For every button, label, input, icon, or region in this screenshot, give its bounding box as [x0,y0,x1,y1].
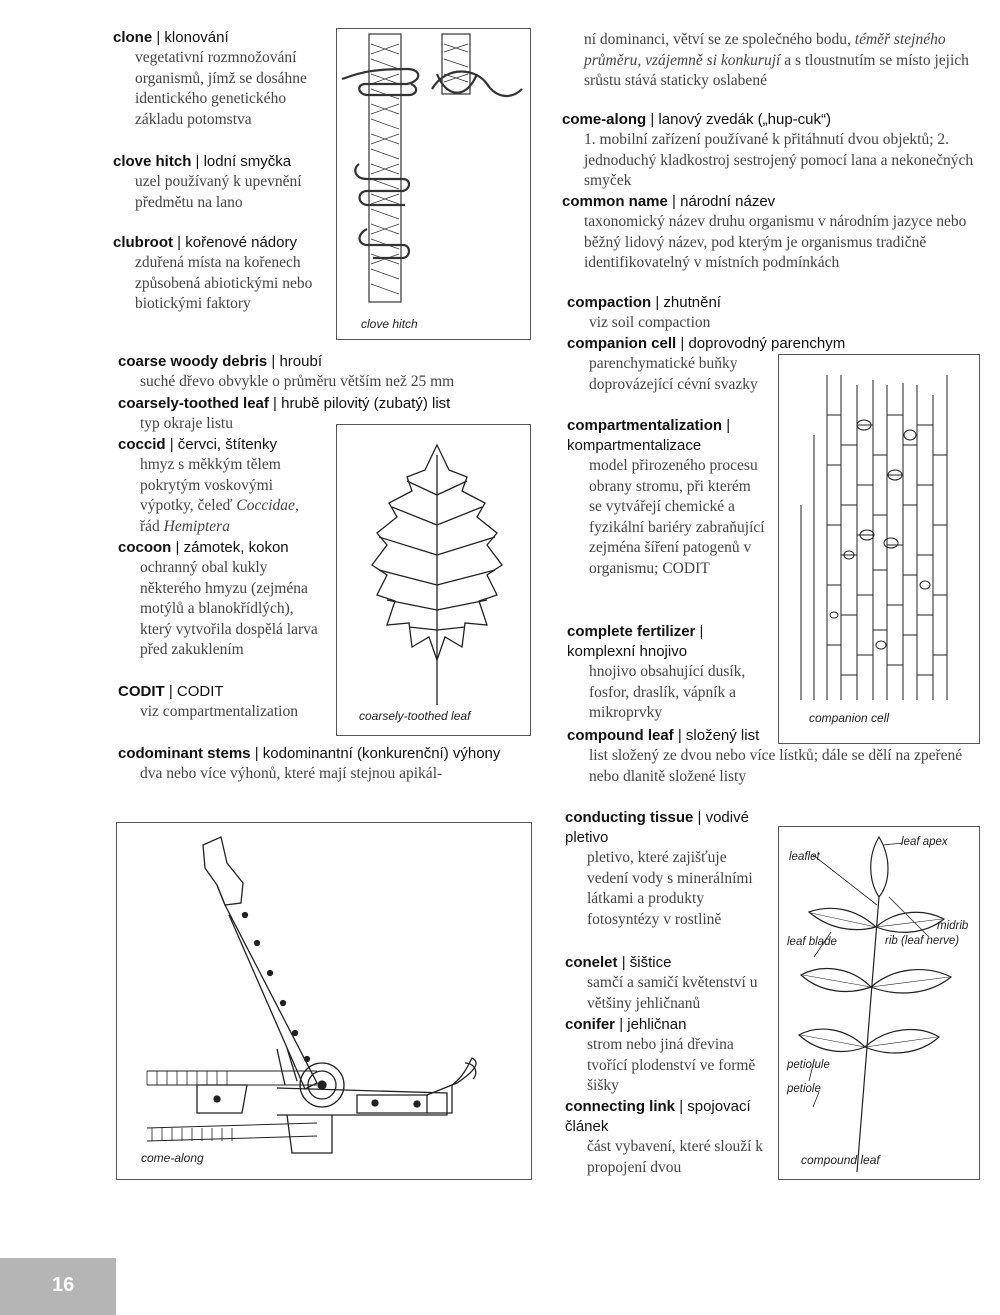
entry-definition: hmyz s měkkým tělem pokrytým voskovými výpotky, čeleď Coccidae, řád Hemiptera [140,456,299,535]
entry-definition: vegetativní rozmnožování organismů, jímž se dosáhne identického genetického základu potomstva [135,49,307,128]
entry-translation: | klonování [156,29,229,46]
label-leaf-blade: leaf blade [787,936,837,948]
entry-coarse-woody-debris [118,352,538,393]
entry-conifer [565,1015,767,1097]
label-petiolule: petiolule [787,1059,830,1071]
entry-definition: viz compartmentalization [140,703,298,720]
entry-translation: | jehličnan [619,1016,687,1033]
entry-compartmentalization [567,416,767,579]
label-rib: rib (leaf nerve) [885,935,960,947]
entry-definition: ní dominanci, větví se ze společného bodu, téměř stejného průměru, vzájemně si konkurují a s tloustnutím se místo jejich srůstu stává staticky oslabené [584,31,969,89]
label-leaf-apex: leaf apex [901,836,948,848]
entry-definition: pletivo, které zajišťuje vedení vody s minerálními látkami a produkty fotosyntézy v rostlině [587,849,753,928]
entry-term: coarsely-toothed leaf [118,395,269,412]
figure-come-along [116,822,532,1180]
entry-definition: zduřená místa na kořenech způsobená abiotickými nebo biotickými faktory [135,254,313,312]
figure-caption: clove hitch [361,317,418,331]
entry-translation: | zámotek, kokon [175,539,289,556]
entry-translation: | vodivé pletivo [565,809,749,846]
entry-translation: | hrubě pilovitý (zubatý) list [273,395,451,412]
entry-translation: | CODIT [168,683,224,700]
page-number: 16 [52,1274,75,1296]
entry-translation: | červci, štítenky [169,436,277,453]
entry-translation: | doprovodný parenchym [680,335,846,352]
entry-definition: model přirozeného procesu obrany stromu, při kterém se vytvářejí chemické a fyzikální bariéry zabraňující zejména šíření patogenů v organismu; CODIT [589,457,765,577]
clove-hitch-illustration [337,29,530,339]
entry-codit [118,682,320,723]
entry-term: conelet [565,954,618,971]
entry-term: codominant stems [118,745,251,762]
entry-definition: typ okraje listu [140,415,233,432]
entry-term: clone [113,29,153,46]
figure-companion-cell [778,354,980,744]
entry-conducting-tissue [565,808,767,930]
page-number-tab [0,1258,116,1315]
entry-clove-hitch [113,152,313,213]
label-leaflet: leaflet [789,851,820,863]
entry-term: complete fertilizer [567,623,696,640]
label-petiole: petiole [787,1083,821,1095]
entry-clubroot [113,233,313,315]
entry-connecting-link [565,1097,767,1178]
entry-term: conifer [565,1016,616,1033]
entry-definition: hnojivo obsahující dusík, fosfor, draslík, vápník a mikroprvky [589,663,746,721]
entry-term: clubroot [113,234,173,251]
entry-definition: 1. mobilní zařízení používané k přitáhnutí dvou objektů; 2. jednoduchý kladkostroj sestrojený pomocí lana a nekonečných smyček [584,131,974,189]
figure-caption: coarsely-toothed leaf [359,709,471,723]
entry-definition: suché dřevo obvykle o průměru větším než 25 mm [140,373,455,390]
come-along-illustration [117,823,531,1179]
entry-definition: dva nebo více výhonů, které mají stejnou apikál- [140,765,443,782]
entry-definition: uzel používaný k upevnění předmětu na lano [135,173,302,211]
figure-clove-hitch [336,28,531,340]
entry-definition: strom nebo jiná dřevina tvořící plodenství ve formě šišky [587,1036,756,1094]
entry-translation: | lanový zvedák („hup-cuk“) [650,111,831,128]
entry-translation: | kořenové nádory [177,234,297,251]
entry-term: companion cell [567,335,677,352]
entry-clone [113,28,313,130]
entry-term: compound leaf [567,727,674,744]
entry-term: clove hitch [113,153,192,170]
entry-continuation [562,30,982,92]
entry-common-name [562,192,982,274]
entry-conelet [565,953,767,1014]
entry-definition: ochranný obal kukly některého hmyzu (zejména motýlů a blanokřídlých), který vytvořila dospělá larva před zakuklením [140,559,318,658]
entry-term: CODIT [118,683,165,700]
companion-cell-illustration [779,355,979,743]
entry-term: come-along [562,111,647,128]
entry-translation: | zhutnění [655,294,721,311]
entry-definition: list složený ze dvou nebo více lístků; dále se dělí na zpeřené nebo dlanitě složené listy [589,747,963,785]
entry-term: coccid [118,436,166,453]
entry-translation: | kompartmentalizace [567,417,731,454]
entry-term: conducting tissue [565,809,694,826]
entry-translation: | lodní smyčka [195,153,292,170]
entry-translation: | kodominantní (konkurenční) výhony [254,745,501,762]
entry-codominant-stems [118,744,536,785]
entry-translation: | složený list [677,727,760,744]
entry-definition: parenchymatické buňky doprovázející cévní svazky [589,355,758,393]
figure-compound-leaf [778,826,980,1180]
entry-term: cocoon [118,539,172,556]
entry-come-along [562,110,982,192]
compound-leaf-illustration [779,827,979,1179]
figure-caption: companion cell [809,711,890,725]
toothed-leaf-illustration [337,425,530,735]
entry-translation: | národní název [672,193,776,210]
entry-complete-fertilizer [567,622,767,724]
entry-translation: | komplexní hnojivo [567,623,704,660]
entry-compaction [567,293,982,334]
entry-term: coarse woody debris [118,353,268,370]
entry-translation: | hroubí [271,353,322,370]
figure-caption: come-along [141,1151,204,1165]
entry-coccid [118,435,320,537]
entry-definition: taxonomický název druhu organismu v národním jazyce nebo běžný lidový název, pod kterým je organismus tradičně identifikovatelný v místních podmínkách [584,213,967,271]
figure-coarsely-toothed-leaf [336,424,531,736]
entry-term: common name [562,193,668,210]
entry-definition: viz soil compaction [589,314,711,331]
entry-term: connecting link [565,1098,676,1115]
entry-term: compaction [567,294,652,311]
figure-caption: compound leaf [801,1153,880,1167]
label-midrib: midrib [937,920,969,932]
entry-translation: | šištice [621,954,672,971]
entry-definition: část vybavení, které slouží k propojení dvou [587,1138,764,1176]
entry-term: compartmentalization [567,417,723,434]
entry-cocoon [118,538,320,661]
entry-definition: samčí a samičí květenství u většiny jehličnanů [587,974,758,1012]
entry-translation: | spojovací článek [565,1098,751,1135]
